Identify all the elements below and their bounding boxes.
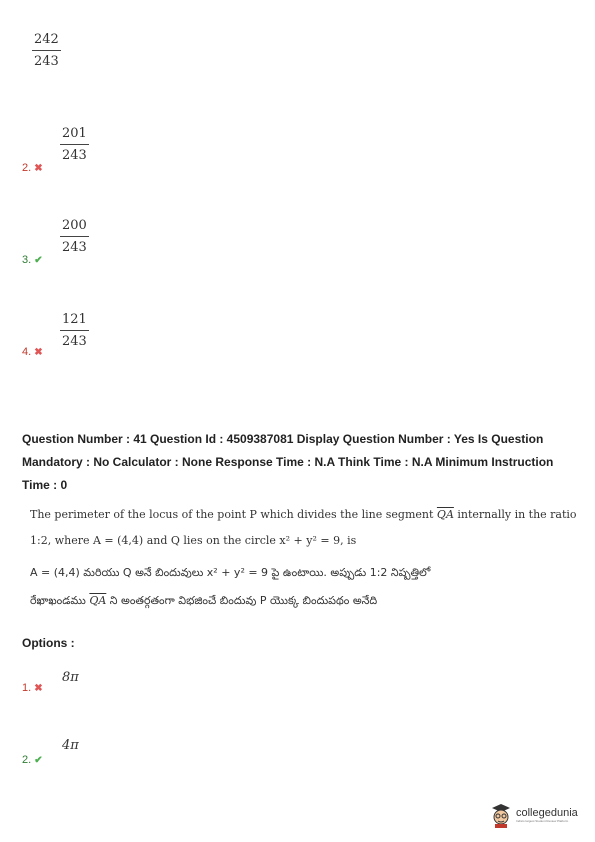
- option-2-value: 4π: [62, 738, 79, 753]
- question-text: The perimeter of the locus of the point P which divides the line segment: [30, 508, 437, 521]
- option-2-fraction: [60, 126, 89, 163]
- top-fraction: [32, 32, 61, 69]
- segment-label: $\overline{QA}$: [89, 594, 107, 607]
- question-text-en-1: [30, 508, 577, 521]
- fraction-numerator: 201: [60, 126, 89, 145]
- question-text-en-2: 1:2, where A = (4,4) and Q lies on the circle x² + y² = 9, is: [30, 534, 357, 547]
- option-number-label: 2.: [22, 754, 32, 766]
- question-header: [22, 428, 582, 497]
- fraction-numerator: 200: [60, 218, 89, 237]
- option-1-value: 8π: [62, 670, 79, 685]
- option-2-number: [22, 162, 43, 174]
- cross-icon: ✖: [34, 346, 43, 358]
- collegedunia-logo: [490, 802, 578, 828]
- fraction-numerator: 121: [60, 312, 89, 331]
- option-number-label: 2.: [22, 162, 32, 174]
- logo-name: collegedunia: [516, 807, 578, 819]
- fraction-denominator: 243: [62, 148, 87, 163]
- cross-icon: ✖: [34, 682, 43, 694]
- logo-tagline: India's largest Student Review Platform: [516, 819, 569, 823]
- question-text: ని అంతర్గతంగా విభజించే బిందువు P యొక్క బిందుపథం అనేది: [106, 594, 378, 607]
- fraction-denominator: 243: [62, 240, 87, 255]
- mascot-icon: [490, 802, 512, 828]
- option-4-number: [22, 346, 43, 358]
- option-number-label: 1.: [22, 682, 32, 694]
- option-2-number: [22, 754, 43, 766]
- fraction-denominator: 243: [34, 54, 59, 69]
- question-text-te-1: A = (4,4) మరియు Q అనే బిందువులు x² + y² = 9 పై ఉంటాయి. అప్పుడు 1:2 నిష్పత్తిలో: [30, 566, 431, 579]
- check-icon: ✔: [34, 754, 43, 766]
- option-4-fraction: [60, 312, 89, 349]
- fraction-denominator: 243: [62, 334, 87, 349]
- segment-label: $\overline{QA}$: [436, 508, 454, 521]
- option-1-number: [22, 682, 43, 694]
- question-header-line: Question Number : 41 Question Id : 4509387081 Display Question Number : Yes Is Question: [22, 432, 544, 446]
- option-number-label: 3.: [22, 254, 32, 266]
- option-3-number: [22, 254, 43, 266]
- question-text: రేఖాఖండము: [30, 594, 90, 607]
- cross-icon: ✖: [34, 162, 43, 174]
- option-3-fraction: [60, 218, 89, 255]
- option-number-label: 4.: [22, 346, 32, 358]
- options-label: Options :: [22, 636, 75, 650]
- fraction-numerator: 242: [32, 32, 61, 51]
- check-icon: ✔: [34, 254, 43, 266]
- question-text: internally in the ratio: [453, 508, 577, 521]
- question-text-te-2: [30, 594, 377, 610]
- question-header-line: Time : 0: [22, 478, 68, 492]
- question-header-line: Mandatory : No Calculator : None Response Time : N.A Think Time : N.A Minimum Instruction: [22, 455, 554, 469]
